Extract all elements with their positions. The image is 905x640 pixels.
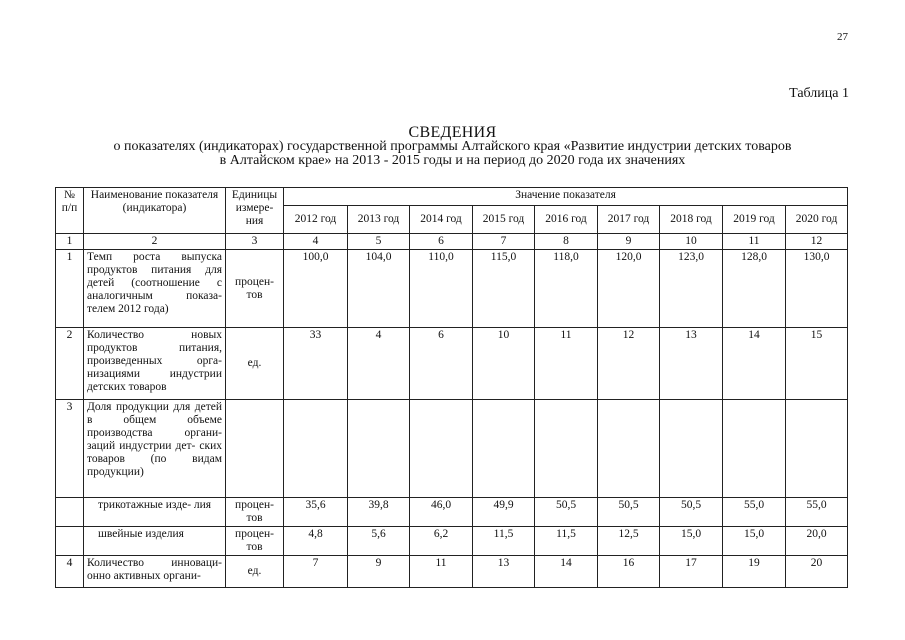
row-value-2014: 110,0	[410, 250, 473, 328]
row-value-2019: 55,0	[723, 498, 786, 527]
row-value-2019: 128,0	[723, 250, 786, 328]
row-num	[56, 498, 84, 527]
column-number-4: 4	[284, 234, 348, 250]
row-indicator-name: Количество новых продуктов питания, произведенных орга- низациями индустрии детских товаров	[84, 328, 226, 400]
header-year-0: 2012 год	[284, 206, 348, 234]
row-indicator-name: Темп роста выпуска продуктов питания для детей (соотношение с аналогичным показа- телем 2012 года)	[84, 250, 226, 328]
row-indicator-name: Количество инноваци- онно активных органи-	[84, 556, 226, 588]
row-value-2020: 20,0	[786, 527, 848, 556]
column-number-12: 12	[786, 234, 848, 250]
header-year-4: 2016 год	[535, 206, 598, 234]
row-indicator-name: швейные изделия	[84, 527, 226, 556]
column-number-5: 5	[348, 234, 410, 250]
row-value-2012: 100,0	[284, 250, 348, 328]
column-number-3: 3	[226, 234, 284, 250]
row-value-2017: 16	[598, 556, 660, 588]
row-value-2012	[284, 400, 348, 498]
row-value-2018	[660, 400, 723, 498]
row-value-2020	[786, 400, 848, 498]
row-value-2017: 12	[598, 328, 660, 400]
row-value-2015: 11,5	[473, 527, 535, 556]
column-number-9: 9	[598, 234, 660, 250]
header-year-5: 2017 год	[598, 206, 660, 234]
row-value-2014	[410, 400, 473, 498]
row-unit: ед.	[226, 556, 284, 588]
row-num: 1	[56, 250, 84, 328]
row-value-2015: 10	[473, 328, 535, 400]
header-year-1: 2013 год	[348, 206, 410, 234]
row-value-2012: 7	[284, 556, 348, 588]
row-value-2020: 20	[786, 556, 848, 588]
row-value-2014: 46,0	[410, 498, 473, 527]
row-value-2012: 33	[284, 328, 348, 400]
row-value-2019: 19	[723, 556, 786, 588]
table-row	[56, 250, 848, 328]
row-value-2019: 14	[723, 328, 786, 400]
table-row	[56, 527, 848, 556]
row-value-2015: 49,9	[473, 498, 535, 527]
row-value-2013: 4	[348, 328, 410, 400]
column-number-1: 1	[56, 234, 84, 250]
row-value-2018: 17	[660, 556, 723, 588]
row-indicator-name: трикотажные изде- лия	[84, 498, 226, 527]
page-number: 27	[837, 31, 848, 43]
row-unit	[226, 400, 284, 498]
table-row	[56, 556, 848, 588]
row-value-2013: 5,6	[348, 527, 410, 556]
header-num: № п/п	[56, 188, 84, 234]
header-year-8: 2020 год	[786, 206, 848, 234]
table-label: Таблица 1	[789, 86, 849, 101]
row-value-2020: 130,0	[786, 250, 848, 328]
row-value-2020: 15	[786, 328, 848, 400]
row-value-2016	[535, 400, 598, 498]
row-value-2017: 120,0	[598, 250, 660, 328]
table-row	[56, 498, 848, 527]
row-unit: процен- тов	[226, 250, 284, 328]
row-value-2016: 118,0	[535, 250, 598, 328]
row-value-2018: 13	[660, 328, 723, 400]
document-heading	[0, 126, 905, 168]
row-value-2016: 11	[535, 328, 598, 400]
row-value-2015	[473, 400, 535, 498]
header-year-7: 2019 год	[723, 206, 786, 234]
row-value-2016: 50,5	[535, 498, 598, 527]
row-value-2016: 14	[535, 556, 598, 588]
row-value-2013: 39,8	[348, 498, 410, 527]
row-value-2015: 13	[473, 556, 535, 588]
row-num: 4	[56, 556, 84, 588]
row-value-2019	[723, 400, 786, 498]
row-value-2014: 6	[410, 328, 473, 400]
row-value-2014: 6,2	[410, 527, 473, 556]
row-value-2014: 11	[410, 556, 473, 588]
row-num	[56, 527, 84, 556]
indicators-table	[55, 187, 848, 588]
row-indicator-name: Доля продукции для детей в общем объеме производства органи- заций индустрии дет- ских товаров (по видам продукции)	[84, 400, 226, 498]
table-row	[56, 400, 848, 498]
row-value-2012: 35,6	[284, 498, 348, 527]
row-value-2013	[348, 400, 410, 498]
row-value-2017	[598, 400, 660, 498]
document-subtitle-line-1: о показателях (индикаторах) государственной программы Алтайского края «Развитие индустрии детских товаров	[113, 139, 792, 154]
row-value-2015: 115,0	[473, 250, 535, 328]
column-number-2: 2	[84, 234, 226, 250]
row-value-2012: 4,8	[284, 527, 348, 556]
document-subtitle-line-2: в Алтайском крае» на 2013 - 2015 годы и на период до 2020 года их значениях	[219, 153, 686, 168]
header-year-6: 2018 год	[660, 206, 723, 234]
table-header-row-1	[56, 188, 848, 206]
header-year-2: 2014 год	[410, 206, 473, 234]
row-value-2020: 55,0	[786, 498, 848, 527]
row-num: 2	[56, 328, 84, 400]
row-value-2017: 12,5	[598, 527, 660, 556]
table-row	[56, 328, 848, 400]
table-column-numbers-row	[56, 234, 848, 250]
header-value-group: Значение показателя	[284, 188, 848, 206]
row-value-2019: 15,0	[723, 527, 786, 556]
row-value-2018: 123,0	[660, 250, 723, 328]
row-value-2013: 104,0	[348, 250, 410, 328]
column-number-10: 10	[660, 234, 723, 250]
row-unit: процен- тов	[226, 527, 284, 556]
document-title: СВЕДЕНИЯ	[408, 124, 497, 141]
row-value-2013: 9	[348, 556, 410, 588]
header-unit: Единицы измере- ния	[226, 188, 284, 234]
header-year-3: 2015 год	[473, 206, 535, 234]
row-value-2016: 11,5	[535, 527, 598, 556]
row-value-2017: 50,5	[598, 498, 660, 527]
column-number-6: 6	[410, 234, 473, 250]
column-number-11: 11	[723, 234, 786, 250]
column-number-8: 8	[535, 234, 598, 250]
row-unit: ед.	[226, 328, 284, 400]
row-value-2018: 15,0	[660, 527, 723, 556]
row-value-2018: 50,5	[660, 498, 723, 527]
row-num: 3	[56, 400, 84, 498]
row-unit: процен- тов	[226, 498, 284, 527]
column-number-7: 7	[473, 234, 535, 250]
header-name: Наименование показателя (индикатора)	[84, 188, 226, 234]
